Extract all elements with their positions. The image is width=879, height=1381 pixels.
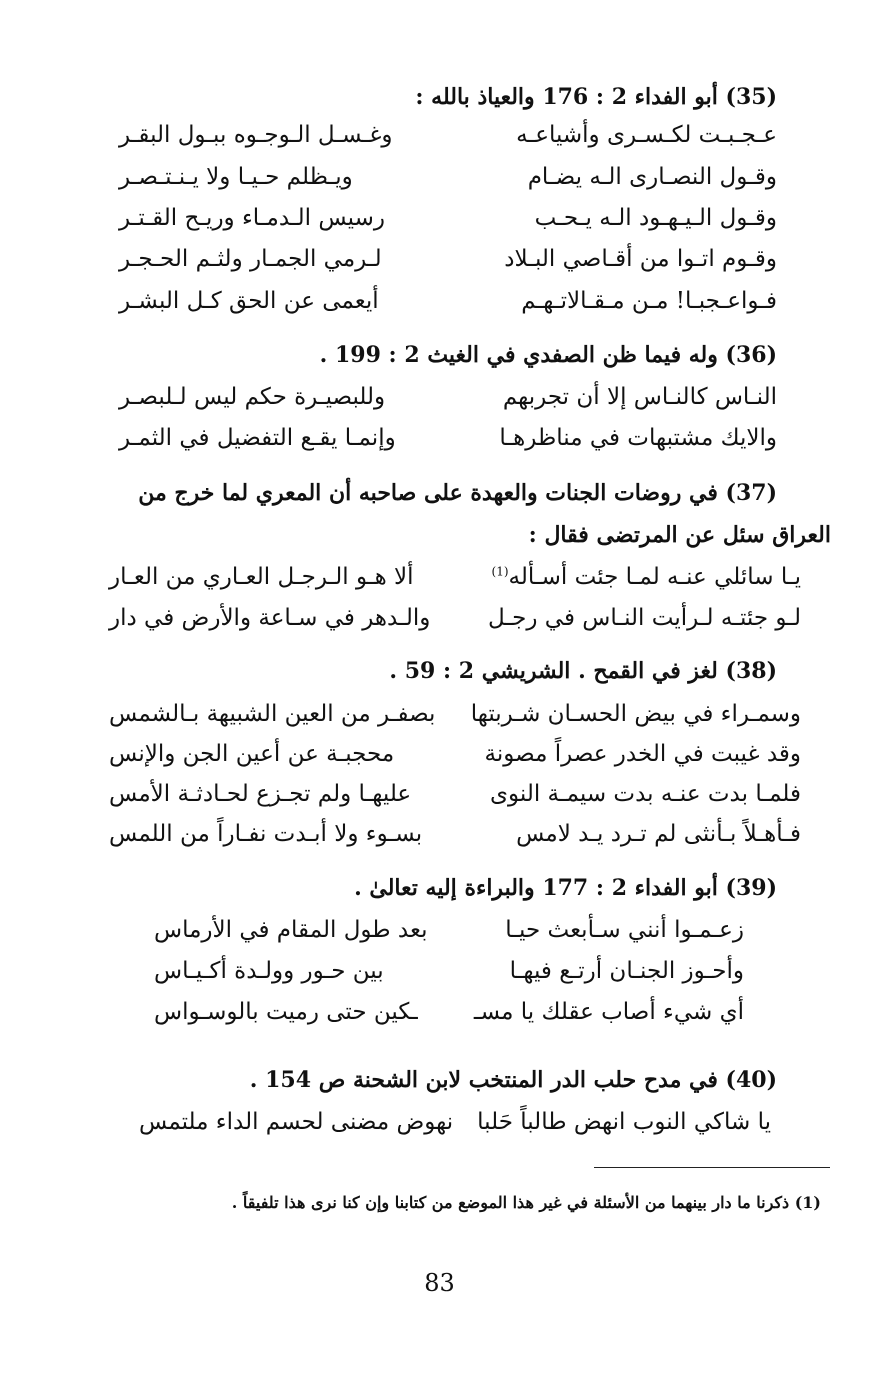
verse-second-half: والـدهر في سـاعة والأرض في دار [109,605,431,631]
verse-first-half: وقـول الـيـهـود الـه يـحـب [534,205,777,231]
verse-first-half: فلمـا بدت عنـه بدت سيمـة النوى [490,781,801,807]
verse-line [109,737,801,771]
verse-line [109,601,801,635]
verse-second-half: رسيس الـدمـاء وريـح القـتـر [119,205,386,231]
heading-37-line-2: العراق سئل عن المرتضى فقال : [528,522,831,548]
verse-first-half: النـاس كالنـاس إلا أن تجربهم [502,384,777,410]
verse-first-half: وسمـراء في بيض الحسـان شـربتها [470,701,801,727]
verse-line [119,118,777,152]
verse-line [119,201,777,235]
verse-first-half: وقـول النصـارى الـه يضـام [527,164,777,190]
heading-39: (39) أبو الفداء 2 : 177 والبراءة إليه تعالىٰ . [354,875,777,901]
verse-first-half: يا شاكي النوب انهض طالباً حَلبا [477,1109,771,1135]
verse-line [109,817,801,851]
footnote: (1) ذكرنا ما دار بينهما من الأسئلة في غير هذا الموضع من كتابنا وإن كنا نرى هذا تلفيقاً . [231,1193,821,1212]
verse-first-half: وأحـوز الجنـان أرتـع فيهـا [509,958,744,984]
verse-second-half: لـرمي الجمـار ولثـم الحـجـر [119,246,382,272]
verse-second-half: وإنمـا يقـع التفضيل في الثمـر [119,425,396,451]
verse-second-half: عليهـا ولم تجـزع لحـادثـة الأمس [109,781,412,807]
heading-37-line-1: (37) في روضات الجنات والعهدة على صاحبه أن المعري لما خرج من [138,480,777,506]
verse-line [109,697,801,731]
heading-35: (35) أبو الفداء 2 : 176 والعياذ بالله : [415,84,777,110]
heading-40: (40) في مدح حلب الدر المنتخب لابن الشحنة ص 154 . [249,1067,777,1093]
verse-first-half: وقـوم اتـوا من أقـاصي البـلاد [504,246,777,272]
verse-second-half: أيعمى عن الحق كـل البشـر [119,288,379,314]
page-number: 83 [424,1269,455,1297]
verse-second-half: بصفـر من العين الشبيهة بـالشمس [109,701,436,727]
verse-line [119,284,777,318]
heading-38: (38) لغز في القمح . الشريشي 2 : 59 . [389,658,777,684]
verse-line [154,995,744,1029]
verse-first-half: وقد غيبت في الخدر عصراً مصونة [484,741,801,767]
verse-first-half: يـا سائلي عنـه لمـا جئت أسـأله$^{(1)}$ [491,564,801,590]
verse-second-half: ويـظلم حـيـا ولا يـنـتـصـر [119,164,353,190]
heading-36: (36) وله فيما ظن الصفدي في الغيث 2 : 199 . [319,342,777,368]
footnote-marker: (1) [491,564,509,579]
verse-second-half: وللبصيـرة حكم ليس لـلبصـر [119,384,386,410]
verse-line [119,242,777,276]
footnote-separator [594,1167,830,1168]
verse-first-half: لـو جئتـه لـرأيت النـاس في رجـل [488,605,801,631]
verse-first-half: زعـمـوا أنني سـأبعث حيـا [505,917,744,943]
verse-line [154,954,744,988]
verse-second-half: بسـوء ولا أبـدت نفـاراً من اللمس [109,821,423,847]
verse-line [109,777,801,811]
verse-first-half: عـجـبـت لكـسـرى وأشياعـه [516,122,777,148]
verse-first-half: فـواعـجبـا! مـن مـقـالاتـهـم [521,288,777,314]
verse-line [154,913,744,947]
verse-line [119,380,777,414]
verse-second-half: بين حـور وولـدة أكـيـاس [154,958,384,984]
verse-line [139,1105,771,1139]
verse-second-half: بعد طول المقام في الأرماس [154,917,428,943]
verse-line [109,560,801,594]
verse-first-half: والايك مشتبهات في مناظرهـا [499,425,777,451]
verse-second-half: ألا هـو الـرجـل العـاري من العـار [109,564,414,590]
verse-first-half: فـأهـلاً بـأنثى لم تـرد يـد لامس [516,821,801,847]
verse-second-half: وغـسـل الـوجـوه ببـول البقـر [119,122,393,148]
verse-line [119,160,777,194]
verse-second-half: ـكين حتى رميت بالوسـواس [154,999,418,1025]
verse-first-half: أي شيء أصاب عقلك يا مسـ [473,999,744,1025]
verse-second-half: محجبـة عن أعين الجن والإنس [109,741,395,767]
verse-line [119,421,777,455]
verse-second-half: نهوض مضنى لحسم الداء ملتمس [139,1109,454,1135]
